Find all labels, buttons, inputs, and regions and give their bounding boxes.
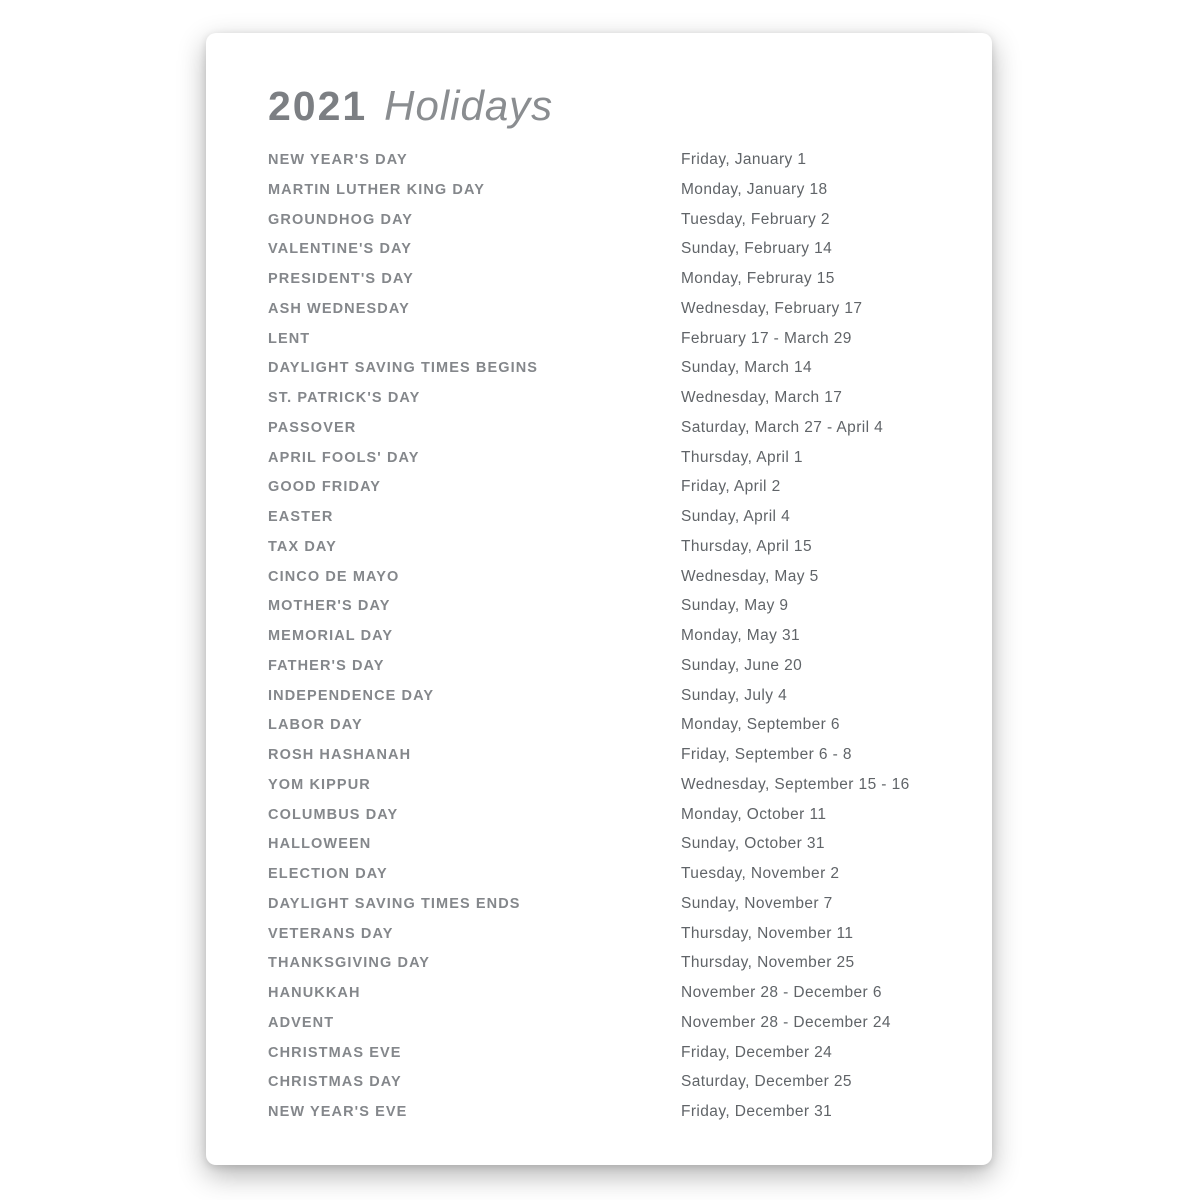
holiday-row (268, 925, 992, 955)
holiday-name: HALLOWEEN (268, 836, 372, 853)
holiday-name: DAYLIGHT SAVING TIMES BEGINS (268, 360, 539, 377)
holiday-name: NEW YEAR'S EVE (268, 1104, 408, 1120)
holiday-date: Monday, September 6 (681, 716, 840, 734)
holiday-row (268, 330, 992, 360)
holiday-date: February 17 - March 29 (681, 329, 852, 347)
holiday-row (268, 895, 992, 925)
holiday-name: GROUNDHOG DAY (268, 211, 414, 228)
holiday-date: Saturday, March 27 - April 4 (681, 418, 884, 436)
holiday-date: Monday, January 18 (681, 180, 828, 198)
holiday-row (268, 984, 992, 1014)
holiday-row (268, 449, 992, 479)
holiday-date: Sunday, June 20 (681, 656, 803, 674)
holiday-row (268, 746, 992, 776)
holiday-row (268, 1014, 992, 1044)
holiday-row (268, 300, 992, 330)
holiday-name: TAX DAY (268, 538, 337, 555)
holiday-row (268, 181, 992, 211)
holiday-row (268, 835, 992, 865)
holiday-row (268, 1044, 992, 1074)
holiday-date: Thursday, April 15 (681, 537, 812, 555)
holiday-row (268, 627, 992, 657)
holiday-row (268, 806, 992, 836)
holiday-row (268, 1103, 992, 1133)
holiday-row (268, 716, 992, 746)
holiday-date: Monday, Februray 15 (681, 270, 835, 287)
holiday-name: CINCO DE MAYO (268, 568, 400, 585)
holiday-row (268, 240, 992, 270)
holiday-date: Monday, May 31 (681, 627, 801, 644)
holiday-date: Thursday, November 11 (681, 924, 854, 942)
holiday-date: Friday, April 2 (681, 478, 781, 496)
holiday-date: Wednesday, March 17 (681, 389, 843, 406)
holiday-date: Thursday, April 1 (681, 448, 803, 466)
page-title (268, 82, 992, 129)
holiday-row (268, 954, 992, 984)
holiday-name: DAYLIGHT SAVING TIMES ENDS (268, 895, 521, 912)
holiday-date: Friday, December 31 (681, 1103, 833, 1120)
holiday-row (268, 151, 992, 181)
holiday-row (268, 568, 992, 598)
holiday-row (268, 657, 992, 687)
holiday-row (268, 389, 992, 419)
holiday-row (268, 776, 992, 806)
holiday-name: LABOR DAY (268, 717, 363, 734)
holiday-row (268, 865, 992, 895)
holiday-date: Thursday, November 25 (681, 954, 855, 972)
holiday-date: Sunday, April 4 (681, 508, 791, 525)
holiday-name: HANUKKAH (268, 985, 361, 1001)
holiday-date: Tuesday, November 2 (681, 865, 840, 882)
holiday-name: CHRISTMAS EVE (268, 1044, 402, 1061)
holiday-name: NEW YEAR'S DAY (268, 152, 408, 168)
title-word: Holidays (384, 82, 554, 129)
holiday-date: Wednesday, May 5 (681, 567, 819, 585)
holiday-card (206, 33, 992, 1165)
holiday-row (268, 419, 992, 449)
holiday-name: VALENTINE'S DAY (268, 241, 413, 258)
holiday-name: FATHER'S DAY (268, 657, 385, 674)
holiday-name: ASH WEDNESDAY (268, 300, 410, 317)
holiday-row (268, 211, 992, 241)
holiday-date: Sunday, May 9 (681, 597, 789, 615)
holiday-date: Wednesday, September 15 - 16 (681, 775, 910, 793)
holiday-name: ST. PATRICK'S DAY (268, 390, 421, 406)
title-year: 2021 (268, 83, 368, 129)
holiday-row (268, 359, 992, 389)
holiday-row (268, 1073, 992, 1103)
holiday-date: Sunday, July 4 (681, 686, 788, 704)
holiday-date: Friday, September 6 - 8 (681, 746, 852, 763)
holiday-date: Sunday, November 7 (681, 894, 833, 912)
holiday-name: GOOD FRIDAY (268, 479, 382, 496)
holiday-name: YOM KIPPUR (268, 776, 371, 793)
holiday-date: Wednesday, February 17 (681, 299, 863, 317)
holiday-name: MARTIN LUTHER KING DAY (268, 181, 485, 198)
holiday-date: Sunday, February 14 (681, 240, 833, 258)
holiday-list (268, 151, 992, 1133)
holiday-name: CHRISTMAS DAY (268, 1074, 402, 1091)
holiday-name: PASSOVER (268, 419, 357, 436)
holiday-name: COLUMBUS DAY (268, 806, 399, 823)
holiday-name: ELECTION DAY (268, 866, 388, 882)
holiday-row (268, 687, 992, 717)
holiday-name: APRIL FOOLS' DAY (268, 449, 420, 466)
holiday-date: Sunday, March 14 (681, 359, 813, 377)
holiday-row (268, 597, 992, 627)
holiday-name: THANKSGIVING DAY (268, 955, 431, 972)
holiday-date: Tuesday, February 2 (681, 210, 830, 228)
holiday-name: LENT (268, 330, 311, 347)
holiday-date: Friday, December 24 (681, 1043, 833, 1061)
holiday-name: MEMORIAL DAY (268, 628, 394, 644)
holiday-row (268, 478, 992, 508)
holiday-row (268, 538, 992, 568)
holiday-date: Sunday, October 31 (681, 835, 825, 853)
holiday-name: EASTER (268, 509, 334, 525)
holiday-date: November 28 - December 24 (681, 1013, 891, 1031)
holiday-name: MOTHER'S DAY (268, 598, 391, 615)
holiday-name: PRESIDENT'S DAY (268, 271, 414, 287)
holiday-name: ADVENT (268, 1014, 335, 1031)
holiday-date: November 28 - December 6 (681, 984, 882, 1001)
holiday-date: Friday, January 1 (681, 151, 807, 168)
holiday-name: ROSH HASHANAH (268, 747, 412, 763)
holiday-name: VETERANS DAY (268, 925, 394, 942)
holiday-row (268, 508, 992, 538)
holiday-name: INDEPENDENCE DAY (268, 687, 435, 704)
holiday-date: Monday, October 11 (681, 805, 827, 823)
holiday-row (268, 270, 992, 300)
holiday-date: Saturday, December 25 (681, 1073, 852, 1091)
